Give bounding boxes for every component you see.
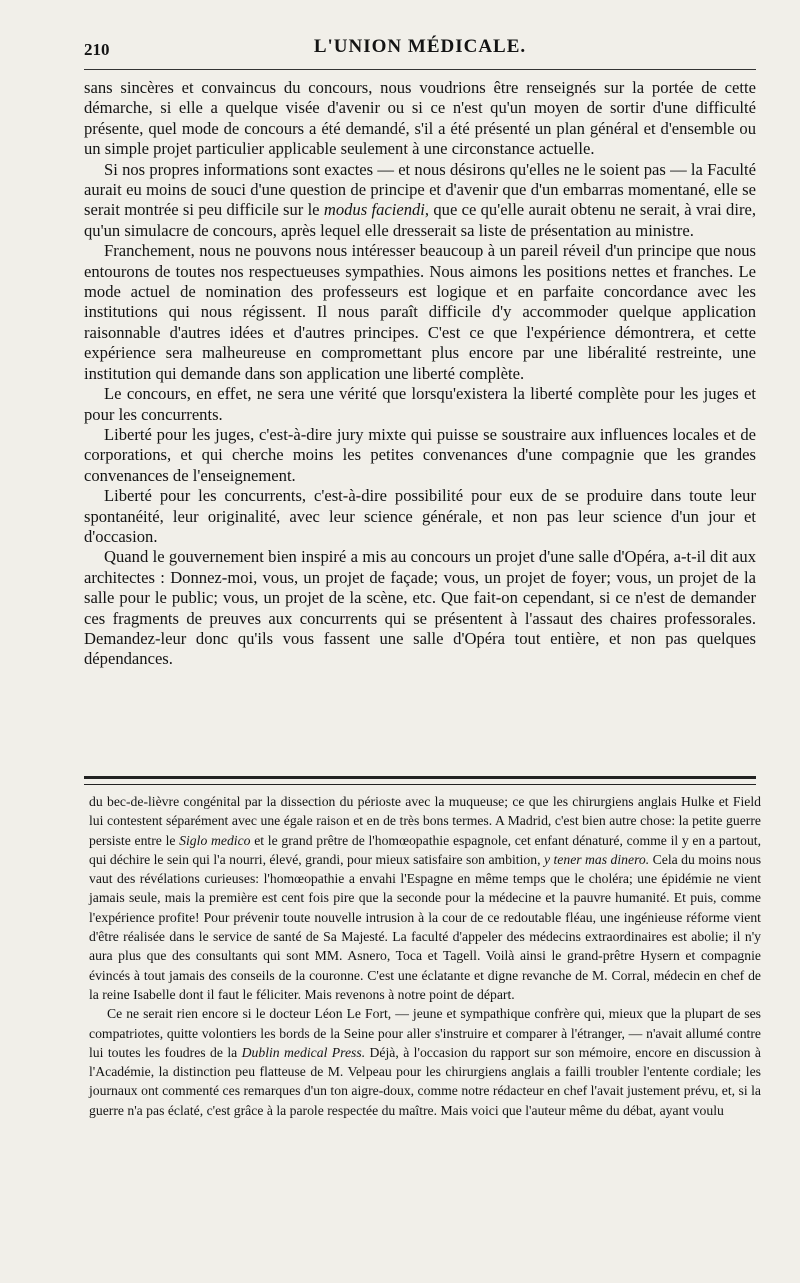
italic-phrase: Dublin medical Press. — [241, 1044, 366, 1060]
header-rule — [84, 69, 756, 70]
section-divider — [84, 776, 756, 785]
paragraph — [84, 160, 756, 242]
text-run: Cela du moins nous vaut des révélations curieuses: l'homœopathie a envahi l'Espagne en même temps que le choléra; une épidémie ne vient jamais seule, mais la première est cent fois pire que la seconde pour la médecine et la pauvre humanité. Et puis, comme l'expérience profite! Pour prévenir toute nouvelle intrusion à la cour de ce redoutable fléau, une ingénieuse réforme vient d'être réalisée dans le service de santé de Sa Majesté. La faculté d'appeler des médecins extraordinaires est abolie; il n'y aura plus que des consultants qui sont MM. Asnero, Toca et Tagell. Voilà ainsi le grand-prêtre Hysern et compagnie évincés à tout jamais des conseils de la couronne. C'est une éclatante et digne revanche de M. Corral, médecin en chef de la reine Isabelle dont il faut le féliciter. Mais revenons à notre point de départ. — [89, 851, 762, 1002]
paragraph: sans sincères et convaincus du concours, nous voudrions être renseignés sur la portée de cette démarche, si elle a quelque visée d'avenir ou si ce n'est qu'un moyen de sortir d'une difficulté présente, quel mode de concours a été demandé, s'il a été présenté un plan général et d'ensemble ou un simple projet particulier applicable seulement à une circonstance actuelle. — [84, 78, 756, 159]
running-title: L'UNION MÉDICALE. — [313, 36, 527, 57]
paragraph — [89, 792, 761, 1004]
text-run: du bec-de-lièvre congénital par la dissection du périoste avec la muqueuse; ce que les chirurgiens anglais Hulke et Field lui contestent séparément avec une égale raison et en de très bons termes. A Madrid, c'est bien autre chose: la petite guerre persiste entre le — [89, 794, 761, 848]
text-run: , que ce qu'elle aurait obtenu ne serait, à vrai dire, qu'un simulacre de concours, après lequel elle dresserait sa liste de présentation au ministre. — [84, 200, 756, 240]
text-run: Si nos propres informations sont exactes — et nous désirons qu'elles ne le soient pas — la Faculté aurait eu moins de souci d'une question de principe et d'avenir que d'un embarras momentané, elle se serait montrée si peu difficile sur le — [84, 159, 756, 220]
paragraph — [89, 1004, 761, 1120]
paragraph: Quand le gouvernement bien inspiré a mis au concours un projet d'une salle d'Opéra, a-t-il dit aux architectes : Donnez-moi, vous, un projet de façade; vous, un projet de foyer; vous, un projet de la salle pour le public; vous, un projet de la scène, etc. Que fait-on cependant, si ce n'est de demander ces fragments de preuves aux concurrents qui se présentent à l'assaut des chaires professorales. Demandez-leur donc qu'ils vous fassent une salle d'Opéra tout entière, et non pas quelques dépendances. — [84, 547, 756, 669]
main-article — [84, 78, 756, 670]
paragraph: Liberté pour les juges, c'est-à-dire jury mixte qui puisse se soustraire aux influences locales et de corporations, et qui cherche moins les petites convenances d'une compagnie que les grandes convenances de l'enseignement. — [84, 424, 756, 485]
page-number: 210 — [84, 40, 110, 59]
page-header — [84, 34, 756, 62]
italic-phrase: y tener mas dinero. — [543, 851, 650, 867]
paragraph: Franchement, nous ne pouvons nous intéresser beaucoup à un pareil réveil d'un principe que nous entourons de toutes nos respectueuses sympathies. Nous aimons les positions nettes et franches. Le mode actuel de nomination des professeurs est logique et en parfaite concordance avec les institutions qui nous régissent. Il nous paraît difficile d'y accommoder quelque application raisonnable d'autres idées et d'autres principes. C'est ce que l'expérience démontrera, et cette expérience sera malheureuse en compromettant plus encore par une libéralité restreinte, une institution qui demande dans son application une liberté complète. — [84, 241, 756, 383]
italic-phrase: modus faciendi — [323, 200, 425, 220]
paragraph: Liberté pour les concurrents, c'est-à-dire possibilité pour eux de se produire dans toute leur spontanéité, leur originalité, avec leur science générale, et non pas leur science d'un jour et d'occasion. — [84, 486, 756, 546]
text-run: et le grand prêtre de l'homœopathie espagnole, cet enfant dénaturé, comme il y en a partout, qui déchire le sein qui l'a nourri, élevé, grandi, pour mieux satisfaire son ambition, — [89, 832, 762, 867]
paragraph: Le concours, en effet, ne sera une vérité que lorsqu'existera la liberté complète pour les juges et pour les concurrents. — [84, 384, 756, 424]
text-run: Déjà, à l'occasion du rapport sur son mémoire, encore en discussion à l'Académie, la distinction peu flatteuse de M. Velpeau pour les chirurgiens anglais a failli troubler l'entente cordiale; les journaux ont commenté ces remarques d'un ton aigre-doux, comme notre rédacteur en chef l'avait justement prévu, et, si la guerre n'a pas éclaté, c'est grâce à la parole respectée du maître. Mais voici que l'auteur même du débat, ayant voulu — [89, 1044, 761, 1118]
text-run: Ce ne serait rien encore si le docteur Léon Le Fort, — jeune et sympathique confrère qui, mieux que la plupart de ses compatriotes, quitte volontiers les bords de la Seine pour aller s'instruire et comparer à l'étranger, — n'avait allumé contre lui toutes les foudres de la — [89, 1006, 761, 1060]
italic-phrase: Siglo medico — [179, 832, 251, 848]
feuilleton-section — [89, 792, 761, 1120]
